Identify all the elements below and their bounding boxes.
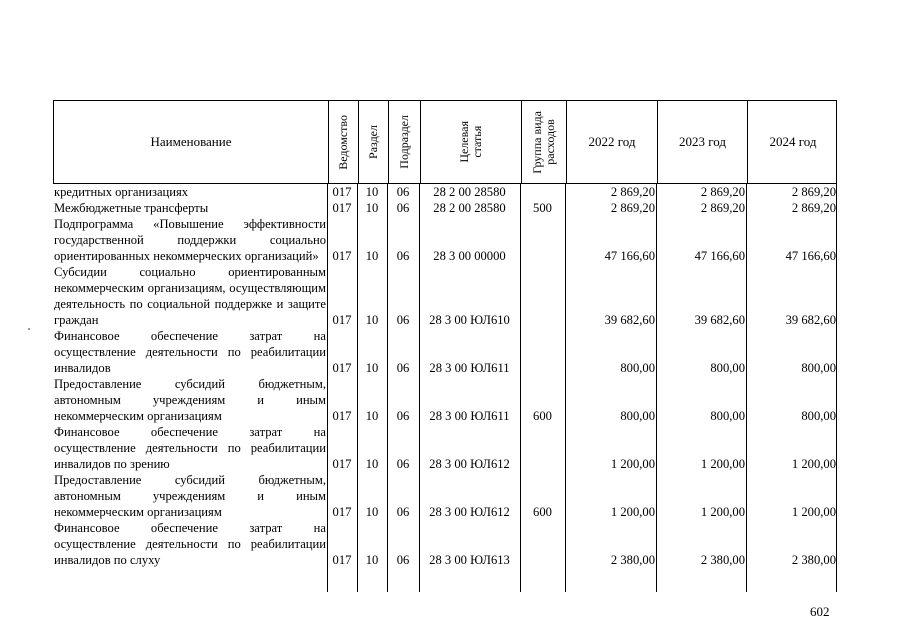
header-target-cell	[420, 101, 521, 183]
row-sec: 10	[365, 553, 379, 567]
row-name: Предоставление субсидий бюджетным, автономным учреждениям и иным некоммерческим организациям	[54, 473, 326, 519]
row-name: Субсидии социально ориентированным некоммерческим организациям, осуществляющим деятельность по социальной поддержке и защите граждан	[54, 265, 326, 327]
row-dept: 017	[332, 185, 352, 199]
header-2022-cell	[566, 101, 657, 183]
row-v2022: 2 380,00	[610, 553, 655, 567]
row-target: 28 3 00 ЮЛ610	[429, 313, 510, 327]
row-sub: 06	[396, 249, 410, 263]
header-section: Раздел	[366, 125, 380, 159]
row-sub: 06	[396, 409, 410, 423]
row-target: 28 3 00 00000	[433, 249, 506, 263]
header-subsection: Подраздел	[397, 115, 411, 169]
header-2022: 2022 год	[588, 134, 636, 149]
row-v2024: 1 200,00	[791, 457, 836, 471]
row-sec: 10	[365, 201, 379, 215]
table-row	[53, 472, 837, 520]
row-v2022: 1 200,00	[610, 457, 655, 471]
table-body	[53, 184, 837, 568]
row-sec: 10	[365, 361, 379, 375]
row-target: 28 3 00 ЮЛ612	[429, 457, 510, 471]
row-v2022: 800,00	[620, 361, 655, 375]
row-v2023: 800,00	[710, 361, 745, 375]
row-dept: 017	[332, 553, 352, 567]
row-name: Подпрограмма «Повышение эффективности государственной поддержки социально ориентированных некоммерческих организаций»	[54, 217, 326, 263]
header-name-cell	[54, 101, 328, 183]
scan-mark	[28, 328, 30, 330]
row-sub: 06	[396, 201, 410, 215]
table-row	[53, 264, 837, 328]
header-dept-cell	[328, 101, 358, 183]
row-v2022: 1 200,00	[610, 505, 655, 519]
row-sec: 10	[365, 185, 379, 199]
row-v2024: 2 869,20	[791, 185, 836, 199]
row-dept: 017	[332, 409, 352, 423]
header-2023-cell	[657, 101, 747, 183]
row-v2023: 2 869,20	[700, 185, 745, 199]
row-dept: 017	[332, 457, 352, 471]
row-name: Финансовое обеспечение затрат на осуществление деятельности по реабилитации инвалидов	[54, 329, 326, 375]
row-dept: 017	[332, 505, 352, 519]
row-v2023: 2 869,20	[700, 201, 745, 215]
row-group: 600	[533, 505, 552, 519]
row-v2023: 800,00	[710, 409, 745, 423]
header-group-cell	[521, 101, 566, 183]
header-2024-cell	[747, 101, 838, 183]
row-v2024: 800,00	[801, 409, 836, 423]
row-v2024: 47 166,60	[785, 249, 836, 263]
table-row	[53, 184, 837, 200]
row-sec: 10	[365, 249, 379, 263]
header-subsection-cell	[388, 101, 420, 183]
row-sub: 06	[396, 457, 410, 471]
row-name: Межбюджетные трансферты	[54, 201, 209, 215]
row-sub: 06	[396, 361, 410, 375]
row-v2022: 2 869,20	[610, 185, 655, 199]
row-v2023: 47 166,60	[694, 249, 745, 263]
row-sub: 06	[396, 313, 410, 327]
row-sec: 10	[365, 505, 379, 519]
row-v2024: 2 380,00	[791, 553, 836, 567]
header-target: Целевая статья	[457, 121, 484, 163]
table-header	[53, 100, 837, 184]
row-v2024: 1 200,00	[791, 505, 836, 519]
row-dept: 017	[332, 313, 352, 327]
row-target: 28 3 00 ЮЛ611	[429, 361, 510, 375]
page-number: 602	[810, 604, 830, 619]
row-sec: 10	[365, 409, 379, 423]
row-sub: 06	[396, 505, 410, 519]
header-group: Группа вида расходов	[530, 110, 557, 174]
header-2024: 2024 год	[769, 134, 817, 149]
row-v2023: 1 200,00	[700, 457, 745, 471]
row-v2023: 2 380,00	[700, 553, 745, 567]
table-row	[53, 520, 837, 568]
row-name: Предоставление субсидий бюджетным, автономным учреждениям и иным некоммерческим организациям	[54, 377, 326, 423]
row-dept: 017	[332, 201, 352, 215]
row-v2023: 39 682,60	[694, 313, 745, 327]
row-dept: 017	[332, 249, 352, 263]
row-name: кредитных организациях	[54, 185, 189, 199]
header-dept: Ведомство	[336, 114, 350, 170]
row-name: Финансовое обеспечение затрат на осуществление деятельности по реабилитации инвалидов по слуху	[54, 521, 326, 567]
row-target: 28 3 00 ЮЛ612	[429, 505, 510, 519]
row-sub: 06	[396, 553, 410, 567]
row-v2022: 39 682,60	[604, 313, 655, 327]
row-v2024: 800,00	[801, 361, 836, 375]
row-target: 28 3 00 ЮЛ611	[429, 409, 510, 423]
row-group: 600	[533, 409, 552, 423]
table-row	[53, 216, 837, 264]
row-v2024: 39 682,60	[785, 313, 836, 327]
header-name: Наименование	[150, 134, 232, 149]
table-row	[53, 328, 837, 376]
row-dept: 017	[332, 361, 352, 375]
table-row	[53, 424, 837, 472]
row-name: Финансовое обеспечение затрат на осуществление деятельности по реабилитации инвалидов по зрению	[54, 425, 326, 471]
row-target: 28 2 00 28580	[433, 185, 506, 199]
row-target: 28 2 00 28580	[433, 201, 506, 215]
table-row	[53, 200, 837, 216]
row-v2022: 800,00	[620, 409, 655, 423]
row-v2023: 1 200,00	[700, 505, 745, 519]
row-sub: 06	[396, 185, 410, 199]
row-sec: 10	[365, 457, 379, 471]
header-section-cell	[358, 101, 388, 183]
row-target: 28 3 00 ЮЛ613	[429, 553, 510, 567]
row-group: 500	[533, 201, 552, 215]
row-v2024: 2 869,20	[791, 201, 836, 215]
row-v2022: 47 166,60	[604, 249, 655, 263]
table-row	[53, 376, 837, 424]
row-v2022: 2 869,20	[610, 201, 655, 215]
row-sec: 10	[365, 313, 379, 327]
header-2023: 2023 год	[679, 134, 726, 149]
